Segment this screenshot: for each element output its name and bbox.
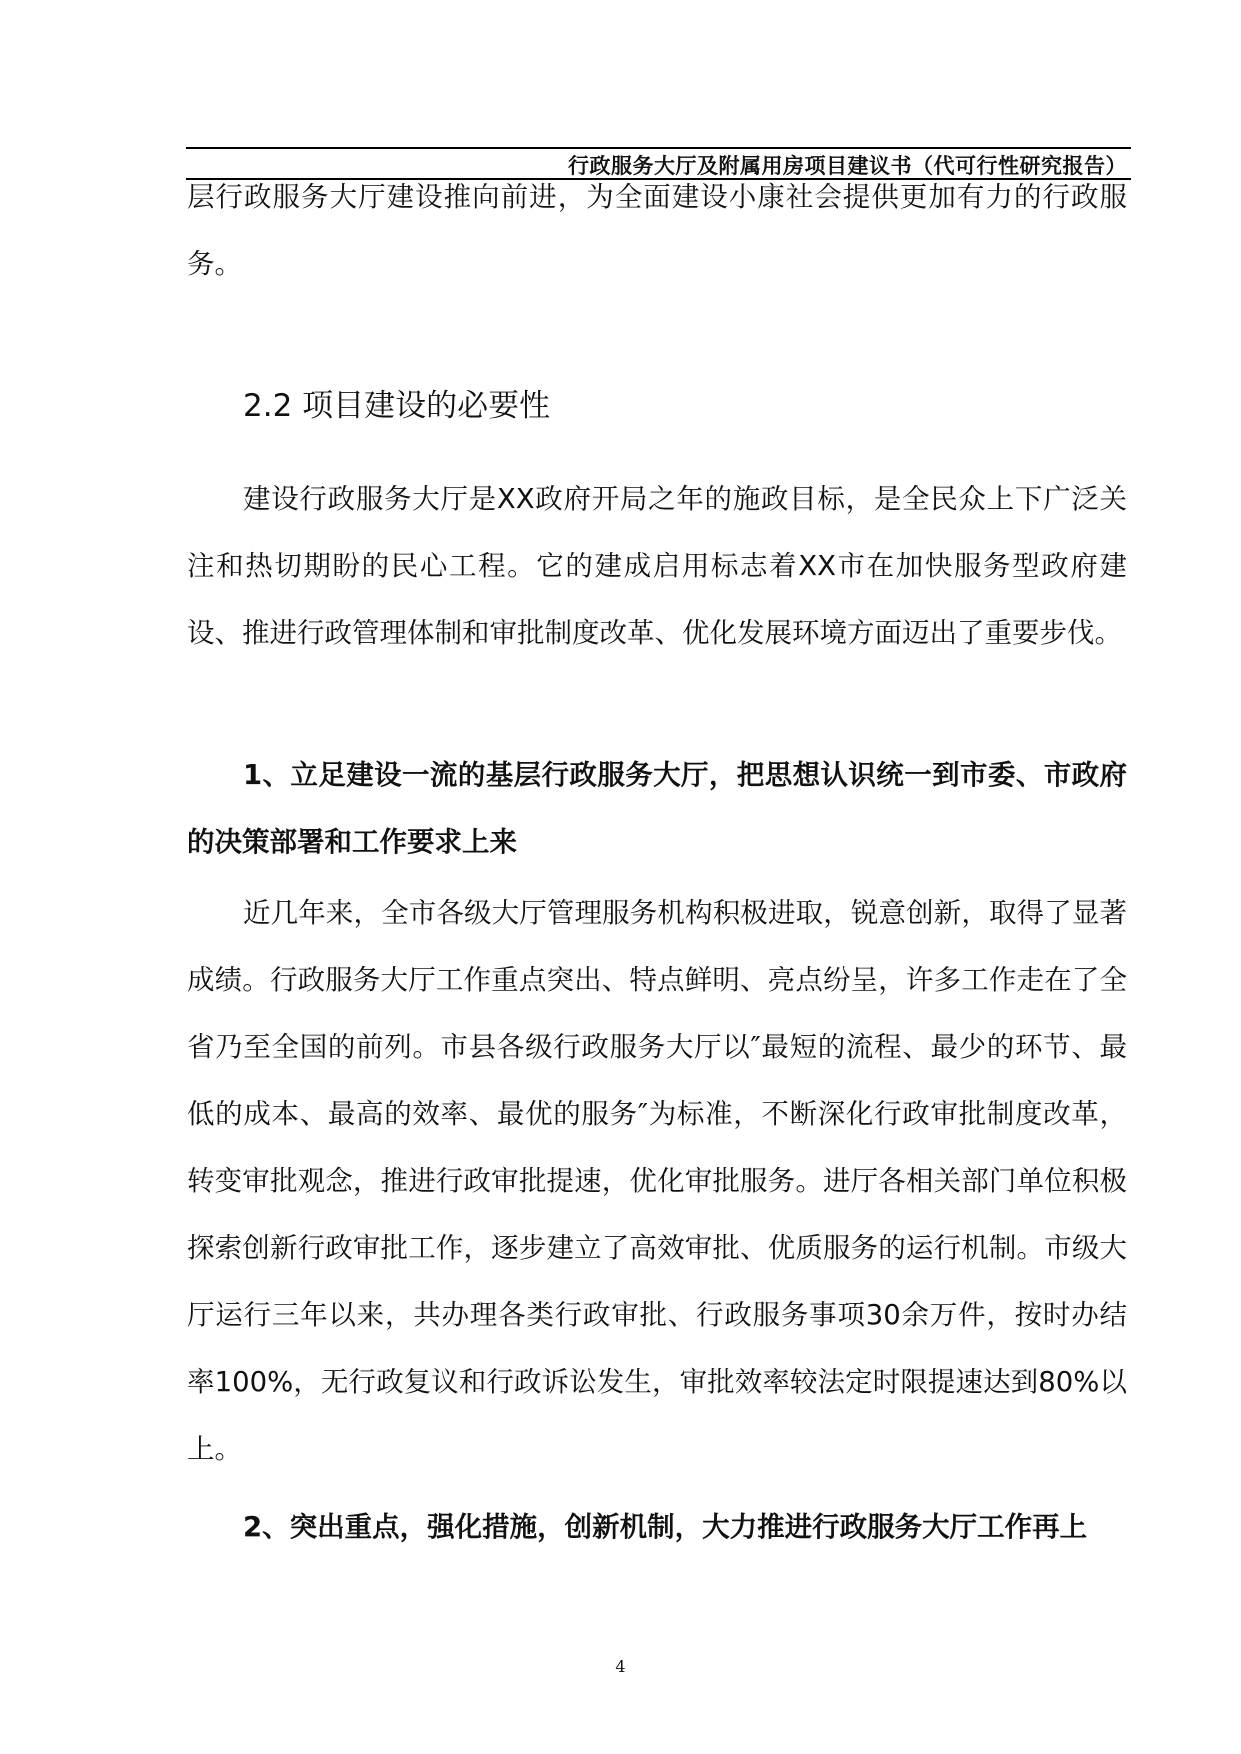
header-top-rule [186, 147, 1131, 149]
subheading-1: 1、立足建设一流的基层行政服务大厅，把思想认识统一到市委、市政府的决策部署和工作要求上来 [187, 759, 1127, 858]
running-header: 行政服务大厅及附属用房项目建议书（代可行性研究报告） [568, 154, 1127, 178]
section-heading: 2.2 项目建设的必要性 [243, 388, 551, 424]
subheading-2: 2、突出重点，强化措施，创新机制，大力推进行政服务大厅工作再上 [243, 1511, 1088, 1543]
page-number: 4 [615, 1657, 626, 1676]
paragraph-achievements: 近几年来，全市各级大厅管理服务机构积极进取，锐意创新，取得了显著成绩。行政服务大厅工作重点突出、特点鲜明、亮点纷呈，许多工作走在了全省乃至全国的前列。市县各级行政服务大厅以″最短的流程、最少的环节、最低的成本、最高的效率、最优的服务″为标准，不断深化行政审批制度改革，转变审批观念，推进行政审批提速，优化审批服务。进厅各相关部门单位积极探索创新行政审批工作，逐步建立了高效审批、优质服务的运行机制。市级大厅运行三年以来，共办理各类行政审批、行政服务事项30余万件，按时办结率100%，无行政复议和行政诉讼发生，审批效率较法定时限提速达到80%以上。 [187, 897, 1127, 1465]
paragraph-necessity: 建设行政服务大厅是XX政府开局之年的施政目标，是全民众上下广泛关注和热切期盼的民心工程。它的建成启用标志着XX市在加快服务型政府建设、推进行政管理体制和审批制度改革、优化发展环境方面迈出了重要步伐。 [187, 483, 1127, 649]
continuation-paragraph: 层行政服务大厅建设推向前进，为全面建设小康社会提供更加有力的行政服务。 [187, 181, 1127, 280]
